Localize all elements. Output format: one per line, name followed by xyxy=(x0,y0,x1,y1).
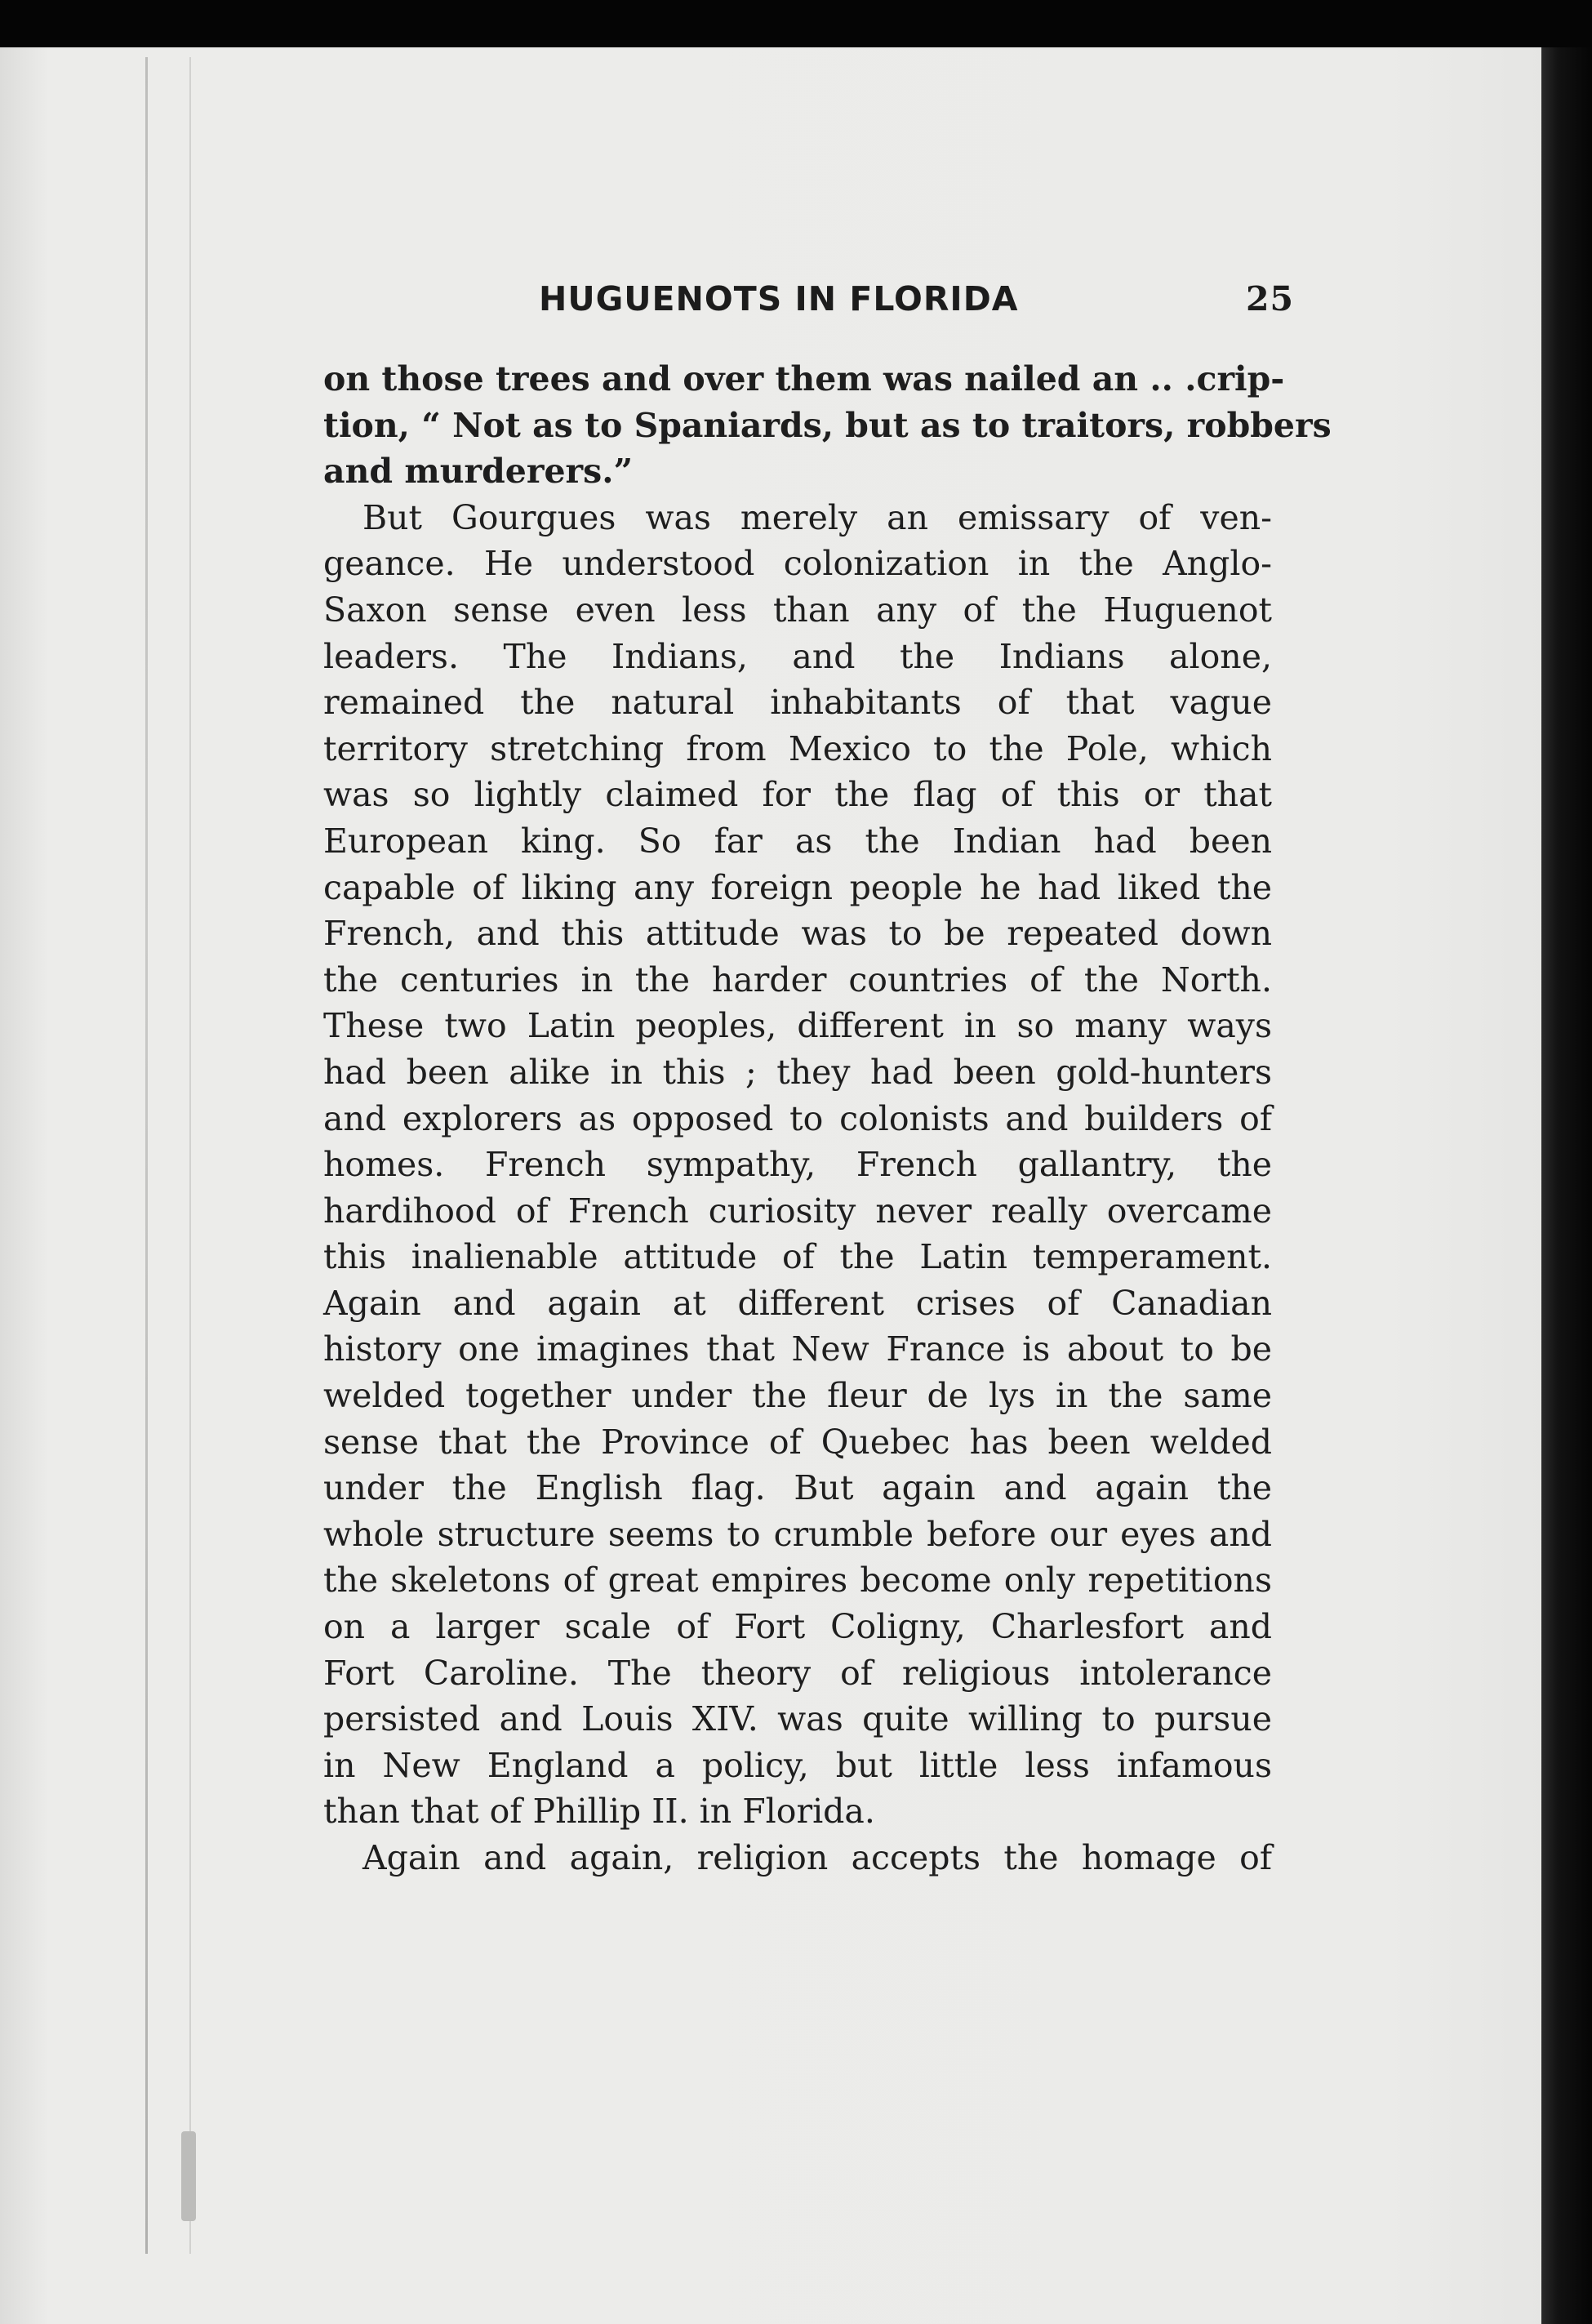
text-line: territory stretching from Mexico to the Pole, which xyxy=(323,728,1272,768)
text-line: Saxon sense even less than any of the Huguenot xyxy=(323,590,1272,630)
scan-right-border xyxy=(1541,47,1592,2324)
text-line: remained the natural inhabitants of that vague xyxy=(323,683,1272,723)
text-line: hardihood of French curiosity never really overcame xyxy=(323,1191,1272,1231)
scan-top-border xyxy=(0,0,1592,47)
text-line: than that of Phillip II. in Florida. xyxy=(323,1792,875,1832)
running-title: HUGUENOTS IN FLORIDA xyxy=(539,279,1019,318)
text-line: leaders. The Indians, and the Indians alone, xyxy=(323,636,1272,676)
text-line: These two Latin peoples, different in so many ways xyxy=(323,1006,1272,1046)
text-line: sense that the Province of Quebec has been welded xyxy=(323,1422,1272,1462)
text-line: the skeletons of great empires become only repetitions xyxy=(323,1560,1272,1601)
text-line: Fort Caroline. The theory of religious intolerance xyxy=(323,1653,1272,1693)
text-line: persisted and Louis XIV. was quite willing to pursue xyxy=(323,1699,1272,1739)
running-header xyxy=(539,279,1295,328)
text-line: whole structure seems to crumble before our eyes and xyxy=(323,1514,1272,1554)
text-line: capable of liking any foreign people he had liked the xyxy=(323,867,1272,907)
text-line: history one imagines that New France is about to be xyxy=(323,1329,1272,1369)
body-text xyxy=(323,356,1332,1881)
text-line: welded together under the fleur de lys in the same xyxy=(323,1376,1272,1416)
text-line: the centuries in the harder countries of the North. xyxy=(323,959,1272,999)
text-line: Again and again at different crises of Canadian xyxy=(323,1283,1272,1323)
text-line: was so lightly claimed for the flag of this or that xyxy=(323,775,1272,815)
text-line: had been alike in this ; they had been gold-hunters xyxy=(323,1052,1272,1092)
text-line: on those trees and over them was nailed an .. .crip- xyxy=(323,359,1285,398)
text-line: geance. He understood colonization in the Anglo- xyxy=(323,544,1272,584)
text-line: tion, “ Not as to Spaniards, but as to traitors, robbers xyxy=(323,405,1332,445)
text-line: European king. So far as the Indian had been xyxy=(323,821,1272,861)
text-line: on a larger scale of Fort Coligny, Charlesfort and xyxy=(323,1607,1272,1647)
binding-stain xyxy=(181,2131,196,2221)
text-line: French, and this attitude was to be repeated down xyxy=(323,914,1272,954)
binding-gutter xyxy=(145,57,148,2254)
text-line: this inalienable attitude of the Latin temperament. xyxy=(323,1237,1272,1277)
text-line: homes. French sympathy, French gallantry, the xyxy=(323,1145,1272,1185)
text-line: under the English flag. But again and again the xyxy=(323,1468,1272,1508)
text-line: Again and again, religion accepts the homage of xyxy=(362,1838,1272,1877)
binding-gutter-inner xyxy=(189,57,191,2254)
text-line: and murderers.” xyxy=(323,452,634,492)
page-number: 25 xyxy=(1246,279,1295,318)
text-line: and explorers as opposed to colonists and builders of xyxy=(323,1098,1272,1138)
text-line: But Gourgues was merely an emissary of ven- xyxy=(362,497,1272,537)
text-line: in New England a policy, but little less infamous xyxy=(323,1745,1272,1785)
